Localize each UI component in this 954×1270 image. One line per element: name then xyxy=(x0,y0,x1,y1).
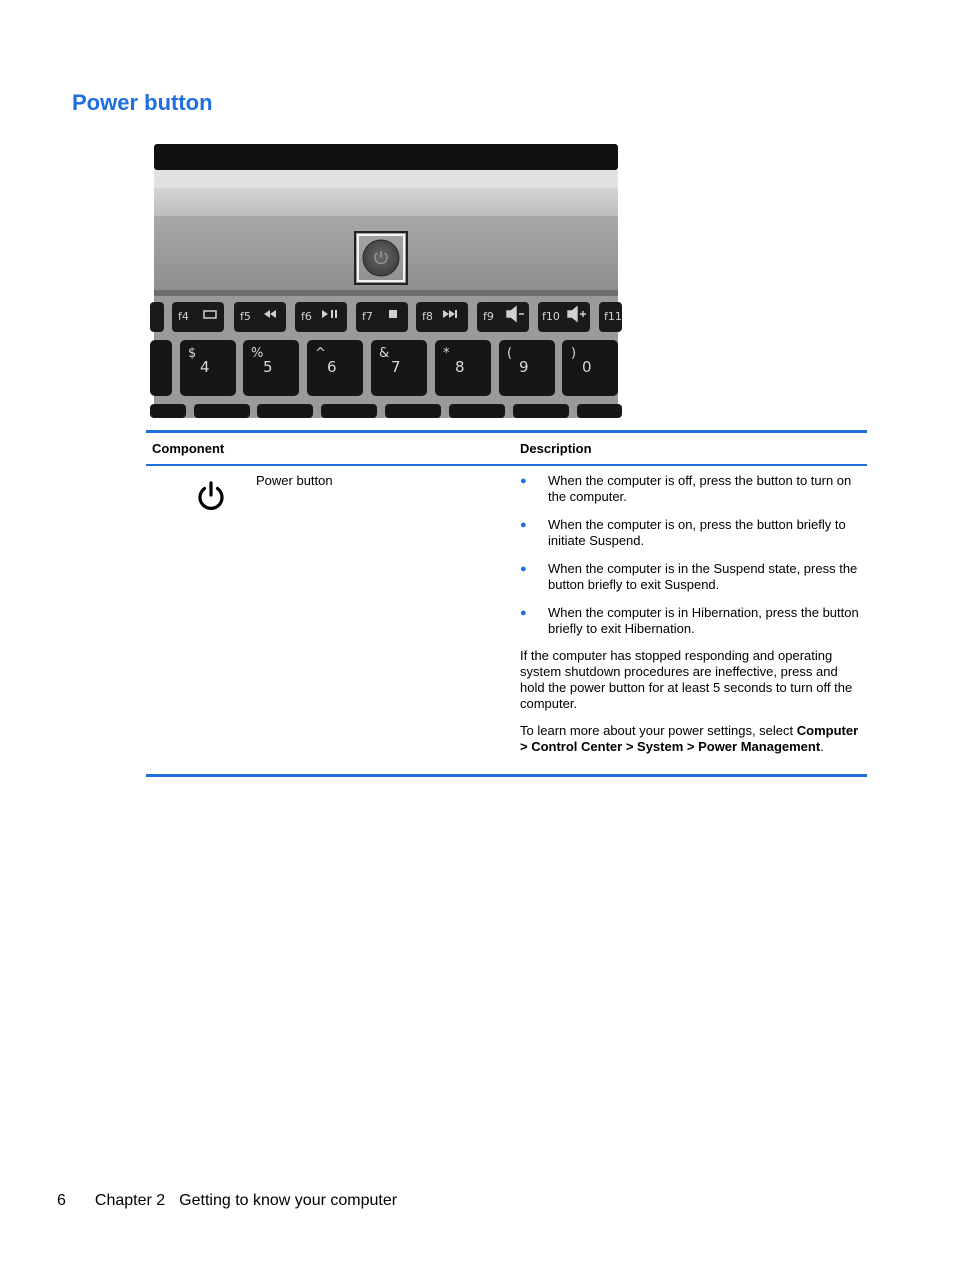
keyboard-illustration xyxy=(150,140,622,418)
bullet-icon: ● xyxy=(520,475,527,487)
bullet-text: When the computer is on, press the button briefly to initiate Suspend. xyxy=(548,517,846,548)
component-table xyxy=(146,430,867,777)
description-paragraph: If the computer has stopped responding and operating system shutdown procedures are ineffective, press and hold the power button for at least 5 seconds to turn off the computer. xyxy=(520,648,853,711)
key-top-label: ) xyxy=(571,346,577,361)
key-main-label: 7 xyxy=(391,358,401,376)
key-main-label: 8 xyxy=(455,358,465,376)
power-icon xyxy=(196,480,226,512)
list-item xyxy=(520,516,859,549)
key-main-label: 6 xyxy=(327,358,337,376)
key-top-label: $ xyxy=(188,346,197,361)
menu-path: Computer > Control Center > System > Power Management xyxy=(520,723,859,754)
bullet-text: When the computer is in Hibernation, press the button briefly to exit Hibernation. xyxy=(548,605,859,636)
fkey-label: f6 xyxy=(301,310,312,323)
paragraph-text: To learn more about your power settings, select xyxy=(520,723,797,738)
component-icon-cell xyxy=(146,472,256,766)
bullet-icon: ● xyxy=(520,563,527,575)
key-top-label: % xyxy=(251,346,264,361)
description-paragraph xyxy=(520,723,859,755)
bullet-icon: ● xyxy=(520,607,527,619)
fkey-label: f7 xyxy=(362,310,373,323)
fkey-label: f11 xyxy=(604,310,622,323)
header-component: Component xyxy=(152,441,225,456)
list-item xyxy=(520,560,859,593)
key-top-label: & xyxy=(379,346,390,361)
key-main-label: 4 xyxy=(200,358,210,376)
chapter-label: Chapter 2 xyxy=(94,1192,166,1209)
paragraph-text: . xyxy=(820,739,824,754)
page-number: 6 xyxy=(57,1192,66,1209)
bullet-text: When the computer is off, press the button to turn on the computer. xyxy=(548,473,852,504)
key-top-label: ( xyxy=(507,346,513,361)
key-top-label: ^ xyxy=(315,346,326,361)
fkey-label: f5 xyxy=(240,310,251,323)
function-key-row xyxy=(150,302,622,332)
number-key-row xyxy=(150,340,618,396)
fkey-label: f10 xyxy=(542,310,560,323)
key-main-label: 5 xyxy=(263,358,273,376)
component-name: Power button xyxy=(256,473,333,488)
page-footer xyxy=(57,1192,397,1210)
list-item xyxy=(520,604,859,637)
bullet-text: When the computer is in the Suspend state, press the button briefly to exit Suspend. xyxy=(548,561,858,592)
fkey-label: f8 xyxy=(422,310,433,323)
key-main-label: 0 xyxy=(582,358,592,376)
bullet-icon: ● xyxy=(520,519,527,531)
section-title: Power button xyxy=(72,90,213,115)
component-description xyxy=(520,472,867,766)
fkey-label: f4 xyxy=(178,310,189,323)
key-main-label: 9 xyxy=(519,358,529,376)
list-item xyxy=(520,472,859,505)
fkey-label: f9 xyxy=(483,310,494,323)
table-header xyxy=(146,433,867,466)
table-row xyxy=(146,466,867,774)
chapter-title: Getting to know your computer xyxy=(179,1192,398,1209)
header-description: Description xyxy=(520,441,592,456)
key-top-label: * xyxy=(443,346,450,361)
